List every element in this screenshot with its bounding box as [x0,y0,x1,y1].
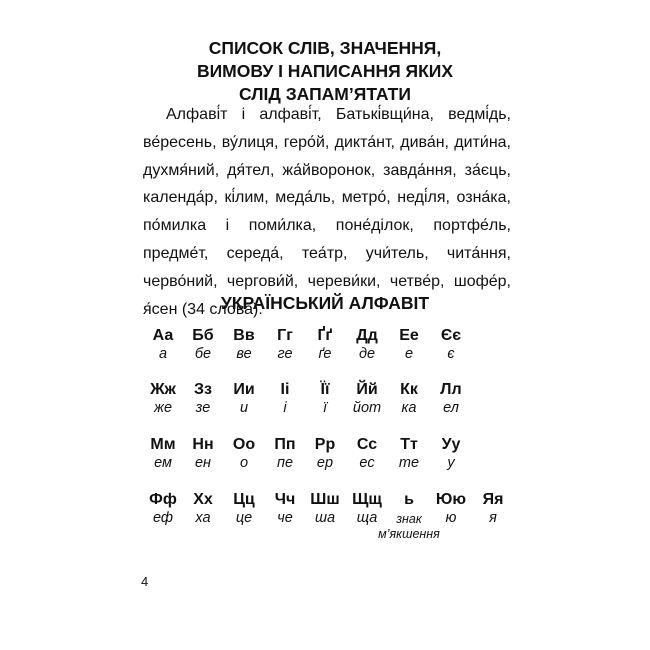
letter-glyph: ь [404,491,414,508]
letter-name: ка [401,400,417,416]
letter-glyph: Яя [482,491,504,508]
letter-name: ша [314,510,336,526]
heading-line-1: СПИСОК СЛІВ, ЗНАЧЕННЯ, [208,38,442,58]
letter-name: те [398,455,420,471]
letter-name: о [239,455,249,471]
letter-glyph: Дд [356,327,378,344]
page-number: 4 [141,574,149,589]
letter-glyph: Чч [274,491,296,508]
alphabet-letter-cell [421,436,481,472]
letter-glyph: Жж [150,381,176,398]
alphabet-letter-cell [421,327,481,363]
letter-name: знак [396,512,422,526]
letter-glyph: Уу [441,436,461,453]
letter-glyph: Єє [440,327,462,344]
alphabet-letter-cell [421,381,481,417]
letter-glyph: Сс [356,436,378,453]
letter-name: зе [195,400,211,416]
letter-name: ер [316,455,334,471]
letter-name: че [277,510,293,526]
letter-name: е [404,346,414,362]
letter-glyph: Мм [150,436,176,453]
letter-glyph: Оо [232,436,256,453]
letter-name: це [235,510,253,526]
letter-glyph: Нн [192,436,214,453]
letter-glyph: Лл [440,381,462,398]
alphabet-title: УКРАЇНСЬКИЙ АЛФАВІТ [220,293,430,313]
letter-name: ве [236,346,252,362]
letter-glyph: Ии [233,381,255,398]
letter-name: ха [195,510,211,526]
letter-glyph: Іі [280,381,290,398]
letter-glyph: Гг [277,327,293,344]
letter-name: йот [352,400,382,416]
letter-glyph: Фф [149,491,177,508]
letter-name: є [447,346,455,362]
alphabet-letter-cell [463,491,523,527]
letter-name: и [239,400,249,416]
letter-name: ща [356,510,378,526]
letter-name: еф [152,510,173,526]
heading-line-2: ВИМОВУ І НАПИСАННЯ ЯКИХ [196,61,454,81]
letter-glyph: Юю [435,491,467,508]
letter-glyph: Ее [399,327,419,344]
letter-glyph: Йй [356,381,378,398]
letter-glyph: Бб [192,327,214,344]
letter-name: ес [359,455,375,471]
letter-glyph: Рр [314,436,336,453]
letter-name: бе [194,346,212,362]
letter-glyph: Хх [193,491,213,508]
letter-name: де [358,346,376,362]
letter-name: і [283,400,287,416]
letter-name: ге [277,346,293,362]
letter-glyph: Зз [194,381,212,398]
letter-glyph: Щщ [352,491,382,508]
letter-name: у [447,455,455,471]
letter-glyph: Цц [233,491,255,508]
letter-name: ел [443,400,459,416]
letter-glyph: Вв [233,327,255,344]
letter-name: ґе [318,346,332,362]
letter-glyph: Її [320,381,330,398]
letter-glyph: Ґґ [317,327,333,344]
letter-glyph: Тт [400,436,418,453]
letter-name: же [153,400,173,416]
word-list-text: Алфаві́т і алфаві́т, Батькі́вщи́на, ведмі́дь, ве́ресень, ву́лиця, геро́й, дикта́нт, дива́н, дити́на, духмя́ний, дя́тел, жа́йворонок, завда́ння, за́єць, календа́р, кі́лим, меда́ль, метро́, неді́ля, озна́ка, по́милка і поми́лка, поне́ділок, портфе́ль, предме́т, середа́, теа́тр, учи́тель, чита́ння, черво́ний, чергови́й, череви́ки, четве́р, шофе́р, я́сен (34 слова). [143,106,511,318]
letter-name: ї [323,400,327,416]
letter-glyph: Кк [400,381,418,398]
letter-glyph: Аа [152,327,174,344]
letter-glyph: Шш [310,491,340,508]
letter-name: ю [445,510,457,526]
heading-line-3: СЛІД ЗАПАМ’ЯТАТИ [239,84,411,104]
letter-name: а [158,346,168,362]
letter-name: ен [194,455,212,471]
letter-name: ем [154,455,172,471]
letter-name-line-2: м’якшення [378,527,440,541]
letter-name: пе [276,455,294,471]
letter-glyph: Пп [274,436,296,453]
letter-name: я [489,510,497,526]
